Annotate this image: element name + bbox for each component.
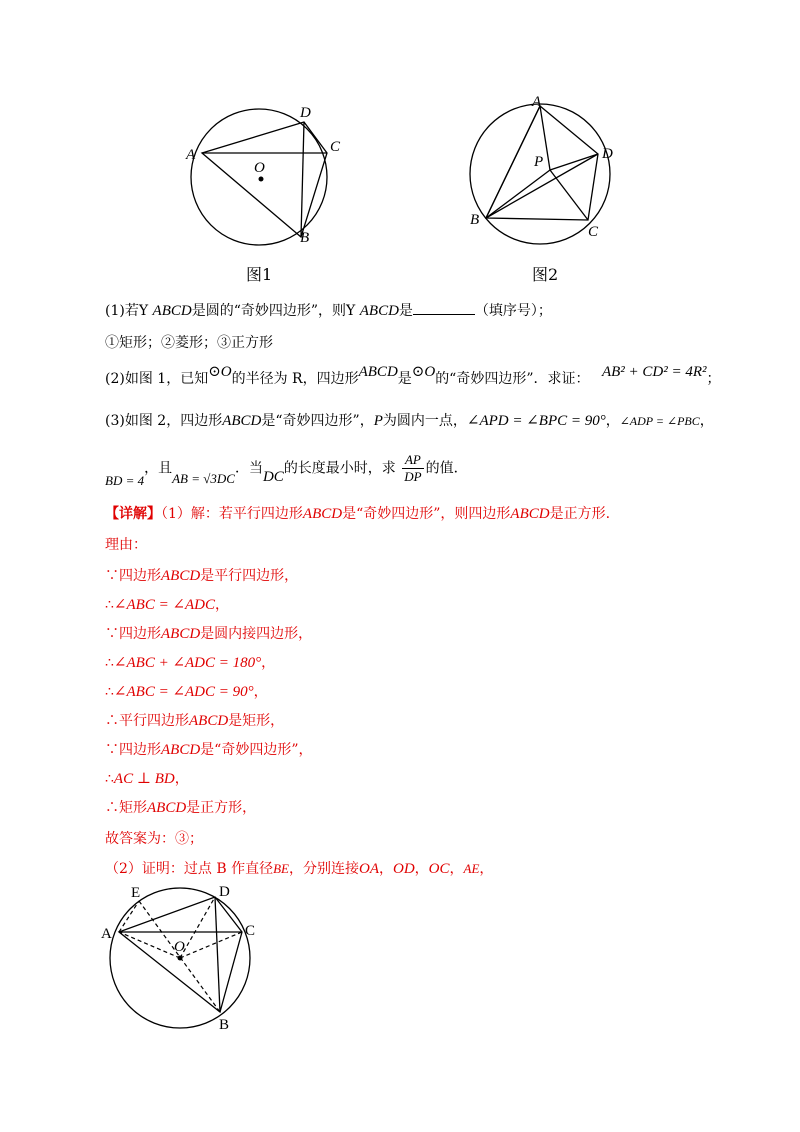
step-math: ∠ABC + ∠ADC = 180° bbox=[113, 655, 262, 671]
solution-step bbox=[105, 594, 229, 614]
solution-step bbox=[105, 623, 312, 643]
step-tail: 是平行四边形， bbox=[200, 568, 299, 584]
q3-angle-2: ∠ADP = ∠PBC bbox=[619, 414, 700, 428]
header-abcd-2: ABCD bbox=[510, 506, 550, 522]
q1-suffix: （填序号）； bbox=[474, 303, 552, 319]
q1-middle: 是圆的“奇妙四边形”，则 bbox=[191, 303, 347, 319]
q3-abcd: ABCD bbox=[222, 413, 262, 429]
q3-text-a: (3)如图 2，四边形 bbox=[105, 413, 223, 429]
step-lead: ∴ bbox=[105, 684, 114, 700]
q3l2-text-b: ．当 bbox=[234, 460, 263, 477]
step-lead: ∴ bbox=[105, 597, 114, 613]
solution-step bbox=[105, 681, 268, 701]
question-2 bbox=[105, 364, 721, 388]
label-c: C bbox=[588, 224, 599, 240]
parallelogram-symbol-2: Y bbox=[346, 303, 356, 319]
step-lead: ∵四边形 bbox=[105, 568, 161, 584]
diameter-be: BE bbox=[273, 861, 289, 876]
segment-bd bbox=[215, 897, 220, 1012]
segment-ae bbox=[119, 901, 139, 932]
label-a: A bbox=[532, 94, 542, 110]
ab-relation: AB = √3DC bbox=[172, 470, 235, 486]
step-lead: ∴平行四边形 bbox=[105, 713, 189, 729]
step-math: ABCD bbox=[161, 626, 201, 642]
q2-text-b: 的半径为 R，四边形 bbox=[231, 371, 359, 387]
step-lead: ∵四边形 bbox=[105, 742, 161, 758]
step-tail: ， bbox=[215, 597, 230, 613]
circle-o bbox=[191, 109, 327, 245]
q3-sep: ， bbox=[605, 413, 620, 429]
reason-label: 理由： bbox=[105, 537, 147, 553]
step-tail: 是圆内接四边形， bbox=[200, 626, 313, 642]
solution-step bbox=[105, 710, 284, 730]
header-text-b: 是“奇妙四边形”，则四边形 bbox=[342, 506, 511, 522]
question-1-options: ①矩形；②菱形；③正方形 bbox=[105, 335, 273, 351]
label-p: P bbox=[534, 154, 544, 170]
step-math: ABCD bbox=[161, 568, 201, 584]
segment-ae-label: AE bbox=[463, 861, 480, 876]
bd-value: BD = 4 bbox=[105, 472, 145, 488]
figure-2 bbox=[460, 90, 640, 250]
segment-pb bbox=[486, 170, 550, 218]
q2-text-c: 是 bbox=[397, 371, 412, 387]
q3-end: ， bbox=[699, 413, 714, 429]
q2-text-a: (2)如图 1，已知 bbox=[105, 371, 209, 387]
label-d: D bbox=[300, 105, 311, 121]
segment-bd bbox=[301, 122, 304, 237]
ratio-numerator: AP bbox=[402, 452, 423, 469]
segment-ab-inner bbox=[486, 106, 540, 218]
figure-3 bbox=[95, 885, 275, 1035]
figure-1 bbox=[180, 95, 360, 255]
q3-text-c: 为圆内一点， bbox=[382, 413, 467, 429]
step-tail: 是“奇妙四边形”， bbox=[200, 742, 313, 758]
segment-oc-label: OC bbox=[428, 861, 450, 877]
detail-tag: 【详解】 bbox=[105, 506, 161, 522]
step-tail: 是矩形， bbox=[228, 713, 285, 729]
label-a: A bbox=[186, 147, 196, 163]
question-3 bbox=[105, 410, 714, 430]
circle-o-symbol: ⊙O bbox=[208, 364, 232, 380]
step-lead: ∵四边形 bbox=[105, 626, 161, 642]
q2-text-d: 的“奇妙四边形”．求证： bbox=[435, 371, 590, 387]
solution-header bbox=[105, 503, 610, 523]
circle bbox=[470, 104, 610, 244]
q3l2-text-d: 的值． bbox=[425, 460, 468, 477]
label-b: B bbox=[219, 1017, 230, 1033]
step-math: ∠ABC = ∠ADC = 90° bbox=[113, 684, 254, 700]
step-math: ∠ABC = ∠ADC bbox=[113, 597, 216, 613]
step-lead: ∴矩形 bbox=[105, 800, 147, 816]
label-d: D bbox=[602, 146, 613, 162]
step-tail: ， bbox=[253, 684, 268, 700]
question-3-line-2 bbox=[105, 452, 468, 488]
step-math: AC ⊥ BD bbox=[113, 771, 175, 787]
proof2-s1: ， bbox=[379, 861, 393, 877]
dc-label: DC bbox=[262, 468, 284, 485]
q3l2-text-a: ，且 bbox=[144, 460, 173, 477]
q2-abcd: ABCD bbox=[358, 364, 398, 380]
solution-step bbox=[105, 652, 275, 672]
step-tail: 是正方形， bbox=[186, 800, 257, 816]
label-a: A bbox=[101, 926, 112, 942]
q1-abcd-1: ABCD bbox=[152, 303, 192, 319]
solution-step bbox=[105, 739, 313, 759]
proof2-s4: ， bbox=[479, 861, 494, 877]
label-d: D bbox=[219, 885, 230, 900]
proof2-s2: ， bbox=[414, 861, 429, 877]
q1-prefix: (1)若 bbox=[105, 303, 139, 319]
answer-blank bbox=[413, 302, 475, 315]
segment-oc bbox=[180, 932, 242, 958]
parallelogram-symbol: Y bbox=[138, 303, 149, 319]
figure-2-caption: 图2 bbox=[532, 265, 559, 284]
header-abcd-1: ABCD bbox=[302, 506, 343, 522]
header-text-c: 是正方形. bbox=[549, 506, 611, 522]
figure-1-caption: 图1 bbox=[246, 265, 273, 284]
answer-line: 故答案为：③； bbox=[105, 831, 203, 847]
q3l2-text-c: 的长度最小时，求 bbox=[283, 460, 396, 477]
circle-o-symbol-2: ⊙O bbox=[411, 364, 436, 380]
segment-oa-label: OA bbox=[359, 861, 379, 877]
q3-p: P bbox=[373, 413, 383, 429]
step-lead: ∴ bbox=[105, 655, 114, 671]
label-o: O bbox=[254, 160, 265, 176]
quadrilateral-abcd bbox=[202, 122, 327, 237]
step-lead: ∴ bbox=[105, 771, 114, 787]
label-c: C bbox=[330, 139, 341, 155]
proof-2-intro bbox=[105, 858, 493, 878]
segment-od bbox=[180, 897, 215, 958]
solution-step bbox=[105, 565, 298, 585]
question-1 bbox=[105, 300, 552, 320]
label-o: O bbox=[174, 939, 185, 955]
segment-pc bbox=[550, 170, 588, 220]
q1-abcd-2: ABCD bbox=[359, 303, 399, 319]
center-o-dot bbox=[259, 177, 264, 182]
step-tail: ， bbox=[174, 771, 189, 787]
segment-oa bbox=[119, 932, 180, 958]
step-tail: ， bbox=[261, 655, 276, 671]
q2-formula: AB² + CD² = 4R² bbox=[601, 364, 707, 380]
step-math: ABCD bbox=[161, 742, 201, 758]
header-text-a: （1）解：若平行四边形 bbox=[161, 506, 303, 522]
q2-end: ； bbox=[706, 371, 721, 387]
ratio-denominator: DP bbox=[404, 469, 422, 484]
solution-step bbox=[105, 797, 256, 817]
proof2-text-b: ，分别连接 bbox=[289, 861, 359, 877]
step-math: ABCD bbox=[189, 713, 229, 729]
step-math: ABCD bbox=[147, 800, 187, 816]
proof2-text-a: （2）证明：过点 B 作直径 bbox=[105, 861, 274, 877]
label-b: B bbox=[300, 230, 310, 246]
q3-text-b: 是“奇妙四边形”， bbox=[261, 413, 374, 429]
ratio-ap-dp bbox=[402, 452, 423, 485]
solution-step bbox=[105, 768, 189, 788]
q1-is: 是 bbox=[398, 303, 413, 319]
center-o-dot bbox=[178, 956, 183, 961]
label-c: C bbox=[245, 923, 256, 939]
segment-od-label: OD bbox=[393, 861, 415, 877]
label-b: B bbox=[470, 212, 480, 228]
proof2-s3: ， bbox=[449, 861, 464, 877]
label-e: E bbox=[131, 885, 141, 901]
q3-angle-1: ∠APD = ∠BPC = 90° bbox=[466, 413, 606, 429]
